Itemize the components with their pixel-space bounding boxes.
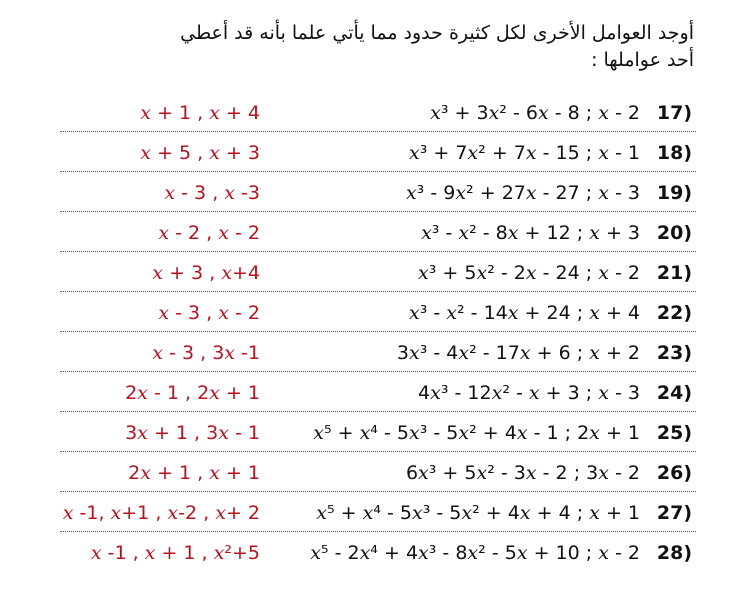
problem-row <box>60 372 696 412</box>
problem-number: 23) <box>656 342 692 364</box>
problem-number: 25) <box>656 422 692 444</box>
polynomial-expression: x³ + 3x² - 6x - 8 ; x - 2 <box>430 102 640 124</box>
problem-row <box>60 532 696 572</box>
answer-factors: 2x - 1 , 2x + 1 <box>125 382 260 404</box>
problem-number: 28) <box>656 542 692 564</box>
polynomial-expression: x³ + 7x² + 7x - 15 ; x - 1 <box>408 142 640 164</box>
problem-number: 26) <box>656 462 692 484</box>
problem-row <box>60 172 696 212</box>
polynomial-expression: x³ + 5x² - 2x - 24 ; x - 2 <box>418 262 640 284</box>
problem-row <box>60 332 696 372</box>
answer-factors: x - 2 , x - 2 <box>158 222 260 244</box>
problem-number: 22) <box>656 302 692 324</box>
polynomial-expression: 6x³ + 5x² - 3x - 2 ; 3x - 2 <box>405 462 640 484</box>
answer-factors: x - 3 , x - 2 <box>158 302 260 324</box>
problem-number: 24) <box>656 382 692 404</box>
answer-factors: x - 3 , x -3 <box>164 182 260 204</box>
answer-factors: x + 1 , x + 4 <box>140 102 260 124</box>
polynomial-expression: x⁵ + x⁴ - 5x³ - 5x² + 4x + 4 ; x + 1 <box>316 502 640 524</box>
problem-number: 20) <box>656 222 692 244</box>
problem-row <box>60 212 696 252</box>
problem-number: 18) <box>656 142 692 164</box>
problem-number: 21) <box>656 262 692 284</box>
problem-row <box>60 132 696 172</box>
answer-factors: x - 3 , 3x -1 <box>152 342 260 364</box>
problem-number: 17) <box>656 102 692 124</box>
problem-list <box>60 92 696 572</box>
problem-row <box>60 252 696 292</box>
instructions-line-1: أوجد العوامل الأخرى لكل كثيرة حدود مما يأتي علما بأنه قد أعطي <box>180 22 694 44</box>
instructions <box>94 20 694 74</box>
problem-row <box>60 492 696 532</box>
answer-factors: 3x + 1 , 3x - 1 <box>125 422 260 444</box>
polynomial-expression: x⁵ - 2x⁴ + 4x³ - 8x² - 5x + 10 ; x - 2 <box>310 542 640 564</box>
problem-row <box>60 412 696 452</box>
answer-factors: x -1 , x + 1 , x²+5 <box>90 542 260 564</box>
polynomial-expression: 4x³ - 12x² - x + 3 ; x - 3 <box>418 382 640 404</box>
problem-row <box>60 92 696 132</box>
answer-factors: x + 3 , x+4 <box>152 262 260 284</box>
problem-row <box>60 292 696 332</box>
answer-factors: x -1, x+1 , x-2 , x+ 2 <box>62 502 260 524</box>
answer-factors: 2x + 1 , x + 1 <box>128 462 260 484</box>
polynomial-expression: 3x³ - 4x² - 17x + 6 ; x + 2 <box>396 342 640 364</box>
polynomial-expression: x³ - 9x² + 27x - 27 ; x - 3 <box>405 182 640 204</box>
problem-number: 27) <box>656 502 692 524</box>
problem-row <box>60 452 696 492</box>
problem-number: 19) <box>656 182 692 204</box>
answer-factors: x + 5 , x + 3 <box>140 142 260 164</box>
instructions-line-2: أحد عواملها : <box>591 49 694 71</box>
polynomial-expression: x³ - x² - 8x + 12 ; x + 3 <box>421 222 640 244</box>
polynomial-expression: x⁵ + x⁴ - 5x³ - 5x² + 4x - 1 ; 2x + 1 <box>313 422 640 444</box>
polynomial-expression: x³ - x² - 14x + 24 ; x + 4 <box>408 302 640 324</box>
